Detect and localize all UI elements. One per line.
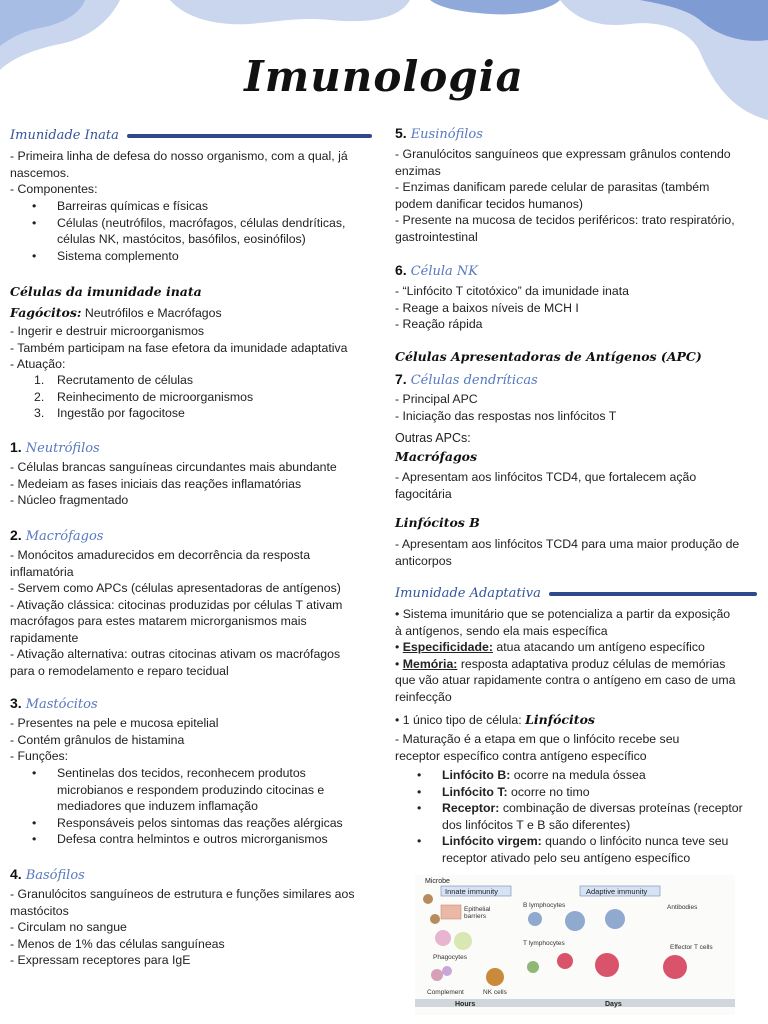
inata-header <box>10 128 372 143</box>
text-line: para o remodelamento e reparo tecidual <box>10 663 229 678</box>
list-item: Responsáveis pelos sintomas das reações alérgicas <box>57 815 343 830</box>
macro-heading <box>10 527 103 544</box>
text-line: rapidamente <box>10 630 79 645</box>
eos-text <box>395 146 735 245</box>
b-cell-icon <box>528 912 542 926</box>
fig-effector-label: Effector T cells <box>670 944 713 951</box>
list-item: Recrutamento de células <box>57 373 194 387</box>
text-line: - Circulam no sangue <box>10 920 127 934</box>
text-line: - Núcleo fragmentado <box>10 493 129 507</box>
esp-text: atua atacando um antígeno específico <box>492 640 705 654</box>
inata-text <box>10 148 348 198</box>
blob-center-dark <box>430 0 560 14</box>
text-line: - Ingerir e destruir microorganismos <box>10 324 205 338</box>
bullet-icon: • <box>32 832 37 846</box>
t-cell-icon <box>595 953 619 977</box>
mem-line: • Memória: resposta adaptativa produz células de memórias <box>395 656 726 671</box>
text-line: - Ativação clássica: citocinas produzidas por células T ativam <box>10 597 343 612</box>
bullet-icon: • <box>32 248 37 263</box>
epithelial-icon <box>441 905 461 919</box>
macro-text <box>10 547 342 679</box>
text-line: - Maturação é a etapa em que o linfócito recebe seu <box>395 732 680 746</box>
bullet-icon: • <box>32 815 37 830</box>
blob-center <box>170 0 410 24</box>
text-line: - Primeira linha de defesa do nosso organismo, com a qual, já <box>10 149 348 163</box>
esp-line: • Especificidade: atua atacando um antígeno específico <box>395 640 705 654</box>
inata-bullets <box>10 198 382 264</box>
section-number: 2. <box>10 527 22 543</box>
fig-adaptive-label: Adaptive immunity <box>586 887 648 896</box>
bullet-bold: Linfócito virgem: <box>442 834 542 848</box>
fag-text <box>10 323 347 373</box>
immunity-figure <box>415 875 735 1015</box>
text-line: - Reage a baixos níveis de MCH I <box>395 300 579 315</box>
text-line: podem danificar tecidos humanos) <box>395 196 583 211</box>
fagocitos-text: Neutrófilos e Macrófagos <box>81 306 222 320</box>
section-number: 5. <box>395 125 407 141</box>
list-item: Sentinelas dos tecidos, reconhecem produtos <box>57 766 306 780</box>
list-item-cont: células NK, mastócitos, basófilos, eosinófilos) <box>57 232 306 246</box>
bullet-text: ocorre na medula óssea <box>510 768 646 782</box>
text-line: - Expressam receptores para IgE <box>10 953 191 967</box>
text-line: - Células brancas sanguíneas circundantes mais abundante <box>10 460 337 474</box>
bullet-icon: • <box>417 801 422 815</box>
adapt-header <box>395 586 757 601</box>
adapt-header-text: Imunidade Adaptativa <box>395 586 541 601</box>
celulas-header: Células da imunidade inata <box>10 284 202 299</box>
dend-text <box>395 391 616 424</box>
section-number: 1. <box>10 439 22 455</box>
bullet-icon: • <box>32 199 37 213</box>
list-number: 1. <box>34 373 45 387</box>
microbe-icon <box>430 914 440 924</box>
header-rule <box>127 134 372 138</box>
dend-heading <box>395 371 538 388</box>
list-item: Sistema complemento <box>57 248 179 263</box>
bullet-icon: • <box>417 784 422 799</box>
neutro-heading <box>10 439 100 456</box>
text-line: receptor específico contra antígeno específico <box>395 748 647 763</box>
outras-apcs: Outras APCs: <box>395 431 471 445</box>
section-title: Células dendríticas <box>410 373 538 388</box>
masto-text <box>10 715 218 765</box>
inata-header-text: Imunidade Inata <box>10 128 119 143</box>
fig-antibodies-label: Antibodies <box>667 904 698 911</box>
fag-numbered <box>10 372 253 422</box>
section-number: 3. <box>10 695 22 711</box>
header-rule <box>549 592 757 596</box>
bullet-bold: Linfócito B: <box>442 768 511 782</box>
t-cell-icon <box>527 961 539 973</box>
section-title: Célula NK <box>410 264 478 279</box>
list-item-cont: mediadores que induzem inflamação <box>57 799 258 813</box>
text-line: - Granulócitos sanguíneos de estrutura e funções similares aos <box>10 887 355 901</box>
text-line: gastrointestinal <box>395 229 478 244</box>
bullet-icon: • <box>417 834 422 848</box>
section-title: Basófilos <box>25 868 85 883</box>
text-line: - Granulócitos sanguíneos que expressam grânulos contendo <box>395 147 731 161</box>
text-line: à antígenos, sendo ela mais específica <box>395 623 608 638</box>
text-line: que vão atuar rapidamente contra o antígeno em caso de uma <box>395 673 736 687</box>
linfb-text <box>395 536 739 569</box>
bullet-text: quando o linfócito nunca teve seu <box>541 834 729 848</box>
esp-label: Especificidade: <box>402 640 493 654</box>
adapt-text <box>395 606 735 705</box>
bullet-icon: • <box>32 215 37 230</box>
fagocitos-label: Fagócitos: <box>10 305 82 320</box>
complement-icon <box>442 966 452 976</box>
section-number: 6. <box>395 262 407 278</box>
macro-apc-text <box>395 469 696 502</box>
fig-nk-label: NK cells <box>483 989 507 996</box>
text-line: inflamatória <box>10 564 74 579</box>
page-title: Imunologia <box>244 52 524 101</box>
fig-hours-label: Hours <box>455 1001 476 1008</box>
nk-text <box>395 283 629 333</box>
section-title: Macrófagos <box>25 529 104 544</box>
text-line: - Contém grânulos de histamina <box>10 732 185 747</box>
mat-text <box>395 731 679 764</box>
tipo-line <box>395 712 595 729</box>
section-number: 7. <box>395 371 407 387</box>
phagocyte-icon <box>454 932 472 950</box>
section-title: Mastócitos <box>25 697 98 712</box>
text-line: mastócitos <box>10 903 69 918</box>
text-line: - Apresentam aos linfócitos TCD4 para uma maior produção de <box>395 537 740 551</box>
text-line: macrófagos para estes matarem microrganismos mais <box>10 614 307 628</box>
mem-text: resposta adaptativa produz células de memórias <box>457 656 726 671</box>
baso-heading <box>10 866 85 883</box>
text-line: - Enzimas danificam parede celular de parasitas (também <box>395 180 710 194</box>
fig-epithelial-label: Epithelial <box>464 906 491 913</box>
nk-cell-icon <box>486 968 504 986</box>
list-item: Reinhecimento de microorganismos <box>57 389 254 404</box>
linfb-label: Linfócitos B <box>395 515 480 530</box>
list-item: Defesa contra helmintos e outros microrganismos <box>57 832 328 846</box>
macro-apc-label: Macrófagos <box>395 449 478 464</box>
tipo-text: • 1 único tipo de célula: <box>395 713 526 727</box>
text-line: - Reação rápida <box>395 317 483 331</box>
fig-innate-label: Innate immunity <box>445 887 498 896</box>
list-item: Barreiras químicas e físicas <box>57 199 209 213</box>
text-line: - Também participam na fase efetora da imunidade adaptativa <box>10 340 348 355</box>
tipo-bold: Linfócitos <box>525 712 595 727</box>
bullet-cont: receptor ativado pelo seu antígeno específico <box>442 850 691 865</box>
masto-heading <box>10 695 98 712</box>
fig-tlymph-label: T lymphocytes <box>523 940 565 947</box>
b-cell-icon <box>605 909 625 929</box>
microbe-icon <box>423 894 433 904</box>
text-line: - Atuação: <box>10 357 66 371</box>
text-line: - Iniciação das respostas nos linfócitos T <box>395 408 617 423</box>
linf-bullets <box>395 767 760 866</box>
nk-heading <box>395 262 478 279</box>
bullet-bold: Linfócito T: <box>442 784 508 799</box>
t-cell-icon <box>557 953 573 969</box>
complement-icon <box>431 969 443 981</box>
b-cell-icon <box>565 911 585 931</box>
text-line: - Servem como APCs (células apresentadoras de antígenos) <box>10 581 341 595</box>
list-number: 2. <box>34 389 45 404</box>
list-item: Células (neutrófilos, macrófagos, células dendríticas, <box>57 215 346 230</box>
neutro-text <box>10 459 337 509</box>
bullet-icon: • <box>32 766 37 780</box>
t-cell-icon <box>663 955 687 979</box>
section-number: 4. <box>10 866 22 882</box>
text-line: reinfecção <box>395 689 452 704</box>
text-line: enzimas <box>395 163 441 178</box>
eos-heading <box>395 125 483 142</box>
masto-bullets <box>10 765 382 848</box>
fagocitos-line <box>10 305 222 322</box>
text-line: - Presentes na pele e mucosa epitelial <box>10 716 219 730</box>
text-line: anticorpos <box>395 553 452 568</box>
bullet-bold: Receptor: <box>442 801 500 815</box>
fig-blymph-label: B lymphocytes <box>523 902 566 909</box>
section-title: Eusinófilos <box>410 127 483 142</box>
apc-header: Células Apresentadoras de Antígenos (APC) <box>395 349 702 364</box>
bullet-icon: • <box>417 768 422 782</box>
mem-label: Memória: <box>402 656 458 671</box>
text-line: - Ativação alternativa: outras citocinas ativam os macrófagos <box>10 647 341 661</box>
text-line: nascemos. <box>10 165 70 180</box>
text-line: - Monócitos amadurecidos em decorrência da resposta <box>10 548 311 562</box>
text-line: - Funções: <box>10 749 69 763</box>
bullet-text: combinação de diversas proteínas (receptor <box>499 801 743 815</box>
text-line: - Principal APC <box>395 392 478 406</box>
phagocyte-icon <box>435 930 451 946</box>
text-line: - “Linfócito T citotóxico” da imunidade inata <box>395 284 629 298</box>
bullet-cont: dos linfócitos T e B são diferentes) <box>442 817 631 832</box>
list-item-cont: microbianos e respondem produzindo citocinas e <box>57 782 325 797</box>
fig-days-label: Days <box>605 1001 622 1008</box>
bullet-text: ocorre no timo <box>507 784 590 799</box>
list-item: Ingestão por fagocitose <box>57 406 185 420</box>
section-title: Neutrófilos <box>25 441 100 456</box>
baso-text <box>10 886 355 969</box>
text-line: fagocitária <box>395 486 452 501</box>
text-line: - Medeiam as fases iniciais das reações inflamatórias <box>10 476 302 491</box>
text-line: • Sistema imunitário que se potencializa a partir da exposição <box>395 607 731 621</box>
fig-complement-label: Complement <box>427 989 464 996</box>
text-line: - Menos de 1% das células sanguíneas <box>10 936 225 951</box>
fig-phagocytes-label: Phagocytes <box>433 954 467 961</box>
text-line: - Componentes: <box>10 182 98 196</box>
fig-microbe-label: Microbe <box>425 878 450 885</box>
fig-barriers-label: barriers <box>464 913 487 920</box>
text-line: - Presente na mucosa de tecidos periféricos: trato respiratório, <box>395 213 735 227</box>
text-line: - Apresentam aos linfócitos TCD4, que fortalecem ação <box>395 470 697 484</box>
immunity-diagram <box>415 875 735 1015</box>
list-number: 3. <box>34 406 45 420</box>
